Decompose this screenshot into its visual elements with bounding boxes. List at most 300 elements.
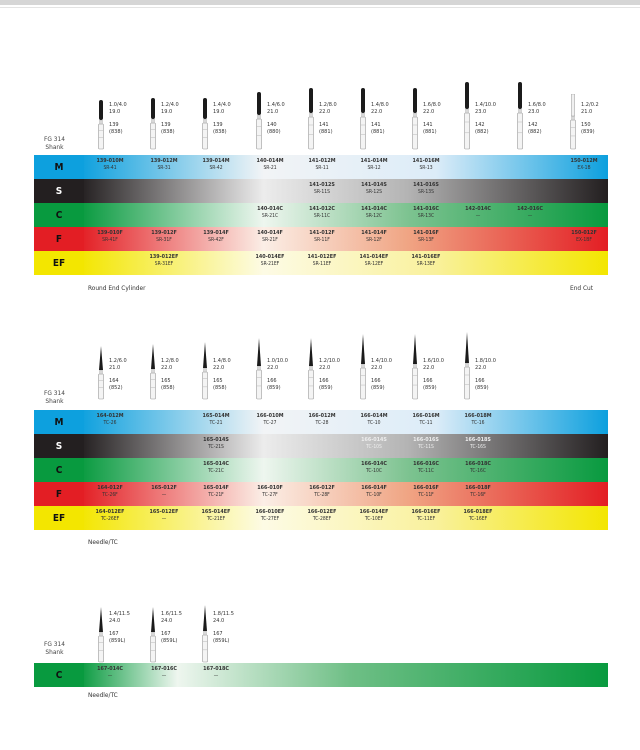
product-code-sub: SR-13F xyxy=(418,237,434,243)
bur-spec xyxy=(475,358,496,392)
product-code-sub: SR-13S xyxy=(418,189,434,195)
bur-spec xyxy=(267,102,285,136)
bur-icon-svg xyxy=(358,88,368,150)
bur-number: 142 xyxy=(528,122,538,128)
product-code-sub: TC-26F xyxy=(102,492,118,498)
bur-icon-svg xyxy=(462,82,472,150)
bur-dims: 1.6/10.0 xyxy=(423,358,444,364)
product-code-sub: SR-42F xyxy=(208,237,224,243)
bur-icon-svg xyxy=(410,334,420,400)
product-code-sub: TC-10 xyxy=(367,420,381,426)
section-caption-right: End Cut xyxy=(570,284,594,292)
bur-number: 164 xyxy=(109,378,119,384)
bur-length: 22.0 xyxy=(423,109,435,115)
product-code-sub: TC-10EF xyxy=(364,516,384,522)
grade-label: M xyxy=(34,155,84,179)
bur-dims: 1.4/10.0 xyxy=(475,102,496,108)
product-code-sub: EX-1B xyxy=(577,165,591,171)
bur-number: 166 xyxy=(423,378,433,384)
product-code-sub: TC-16C xyxy=(469,468,487,474)
product-code: 140-014F SR-21F xyxy=(240,230,300,244)
product-code-sub: SR-12F xyxy=(366,237,382,243)
fg-shank-label xyxy=(44,641,65,656)
product-code: 166-014EF TC-10EF xyxy=(344,509,404,523)
bur-ref: (838) xyxy=(161,129,175,135)
bur-length: 19.0 xyxy=(213,109,225,115)
product-code: 167-018C — xyxy=(186,666,246,680)
product-code-sub: TC-16F xyxy=(470,492,486,498)
bur-ref: (880) xyxy=(267,129,281,135)
product-code: 166-014C TC-10C xyxy=(344,461,404,475)
product-code: 141-014EF SR-12EF xyxy=(344,254,404,268)
product-code: 141-012C SR-11C xyxy=(292,206,352,220)
product-code-sub: SR-21 xyxy=(263,165,277,171)
bur-length: 22.0 xyxy=(475,365,487,371)
bur-ref: (859L) xyxy=(213,638,230,644)
shank-label: Shank xyxy=(45,647,64,656)
grade-label: EF xyxy=(34,251,84,275)
product-code-sub: SR-11EF xyxy=(312,261,332,267)
bur-icon-svg xyxy=(462,332,472,400)
product-code: 165-012F — xyxy=(134,485,194,499)
product-code-sub: TC-11EF xyxy=(416,516,436,522)
product-code: 166-018EF TC-16EF xyxy=(448,509,508,523)
product-code: 141-016M SR-13 xyxy=(396,158,456,172)
bur-dims: 1.4/11.5 xyxy=(109,611,130,617)
bur-spec xyxy=(581,102,599,136)
product-code: 166-012F TC-28F xyxy=(292,485,352,499)
bur-length: 24.0 xyxy=(109,618,121,624)
product-code: 141-012S SR-11S xyxy=(292,182,352,196)
product-code-sub: TC-28EF xyxy=(312,516,332,522)
product-code: 139-012EF SR-31EF xyxy=(134,254,194,268)
bur-icon xyxy=(462,332,472,404)
bur-dims: 1.2/0.2 xyxy=(581,102,599,108)
bur-dims: 1.4/8.0 xyxy=(371,102,389,108)
grade-label: S xyxy=(34,179,84,203)
bur-spec xyxy=(213,102,231,136)
product-code-sub: — xyxy=(527,213,533,219)
product-code-sub: SR-13C xyxy=(417,213,435,219)
bur-dims: 1.4/8.0 xyxy=(213,358,231,364)
grade-row-c xyxy=(34,663,608,687)
bur-number: 139 xyxy=(109,122,119,128)
bur-ref: (859) xyxy=(319,385,333,391)
product-code: 139-012F SR-31F xyxy=(134,230,194,244)
bur-icon xyxy=(306,338,316,404)
bur-icon-svg xyxy=(148,607,158,663)
product-code: 166-010EF TC-27EF xyxy=(240,509,300,523)
product-code-sub: SR-12S xyxy=(366,189,382,195)
product-code-sub: SR-21EF xyxy=(260,261,280,267)
product-code: 164-012EF TC-26EF xyxy=(80,509,140,523)
product-code-sub: TC-11 xyxy=(419,420,433,426)
product-code-sub: SR-42 xyxy=(209,165,223,171)
bur-icon-svg xyxy=(410,88,420,150)
fg-shank-label xyxy=(44,136,65,151)
bur-number: 139 xyxy=(161,122,171,128)
product-code: 166-018M TC-16 xyxy=(448,413,508,427)
grade-row-f xyxy=(34,482,608,506)
bur-icon xyxy=(462,82,472,154)
bur-icon xyxy=(96,100,106,154)
product-code: 139-014M SR-42 xyxy=(186,158,246,172)
product-code-sub: TC-16EF xyxy=(468,516,488,522)
bur-length: 21.0 xyxy=(109,365,121,371)
product-code: 141-016EF SR-13EF xyxy=(396,254,456,268)
bur-ref: (858) xyxy=(213,385,227,391)
bur-icon xyxy=(254,92,264,154)
grade-label: S xyxy=(34,434,84,458)
product-code-sub: SR-31F xyxy=(156,237,172,243)
bur-icon-svg xyxy=(148,344,158,400)
bur-length: 21.0 xyxy=(267,109,279,115)
product-code-sub: TC-26 xyxy=(103,420,117,426)
bur-dims: 1.2/4.0 xyxy=(161,102,179,108)
bur-dims: 1.6/11.5 xyxy=(161,611,182,617)
bur-ref: (859L) xyxy=(161,638,178,644)
bur-length: 22.0 xyxy=(423,365,435,371)
bur-icon-svg xyxy=(306,338,316,400)
bur-ref: (838) xyxy=(213,129,227,135)
product-code: 141-012M SR-11 xyxy=(292,158,352,172)
product-code: 140-014M SR-21 xyxy=(240,158,300,172)
section-caption: Needle/TC xyxy=(88,538,118,546)
bur-number: 140 xyxy=(267,122,277,128)
bur-icon xyxy=(96,346,106,404)
bur-ref: (858) xyxy=(161,385,175,391)
bur-dims: 1.2/10.0 xyxy=(319,358,340,364)
bur-spec xyxy=(161,102,179,136)
bur-number: 142 xyxy=(475,122,485,128)
product-code: 166-016F TC-11F xyxy=(396,485,456,499)
product-code: 140-014C SR-21C xyxy=(240,206,300,220)
bur-spec xyxy=(109,102,127,136)
product-code-sub: TC-27F xyxy=(262,492,278,498)
product-code: 164-012M TC-26 xyxy=(80,413,140,427)
bur-icon xyxy=(200,98,210,154)
bur-ref: (881) xyxy=(423,129,437,135)
product-code: 140-014EF SR-21EF xyxy=(240,254,300,268)
product-code: 139-010M SR-41 xyxy=(80,158,140,172)
bur-length: 22.0 xyxy=(371,365,383,371)
bur-length: 22.0 xyxy=(213,365,225,371)
top-rule xyxy=(0,0,640,5)
section-needle-tc-long xyxy=(0,605,640,725)
product-code-sub: SR-21C xyxy=(261,213,279,219)
product-code: 141-012F SR-11F xyxy=(292,230,352,244)
product-code: 166-016S TC-11S xyxy=(396,437,456,451)
bur-ref: (881) xyxy=(319,129,333,135)
bur-ref: (882) xyxy=(528,129,542,135)
bur-length: 22.0 xyxy=(161,365,173,371)
bur-icon-svg xyxy=(254,338,264,400)
bur-length: 24.0 xyxy=(213,618,225,624)
product-code: 166-012M TC-28 xyxy=(292,413,352,427)
product-code: 167-014C — xyxy=(80,666,140,680)
product-code: 166-014S TC-10S xyxy=(344,437,404,451)
shank-label: Shank xyxy=(45,396,64,405)
bur-dims: 1.6/8.0 xyxy=(423,102,441,108)
bur-number: 166 xyxy=(319,378,329,384)
bur-spec xyxy=(319,102,337,136)
product-code: 164-012F TC-26F xyxy=(80,485,140,499)
product-code-sub: SR-31EF xyxy=(154,261,174,267)
grade-row-s xyxy=(34,434,608,458)
bur-icon-svg xyxy=(96,607,106,663)
bur-number: 141 xyxy=(371,122,381,128)
bur-dims: 1.0/4.0 xyxy=(109,102,127,108)
bur-number: 167 xyxy=(213,631,223,637)
bur-number: 167 xyxy=(161,631,171,637)
product-code: 139-014F SR-42F xyxy=(186,230,246,244)
product-code-sub: — xyxy=(161,673,167,679)
product-code-sub: TC-11F xyxy=(418,492,434,498)
bur-spec xyxy=(371,102,389,136)
bur-dims: 1.2/8.0 xyxy=(319,102,337,108)
bur-spec xyxy=(213,358,231,392)
bur-icon-svg xyxy=(254,92,264,150)
bur-length: 19.0 xyxy=(161,109,173,115)
product-code: 166-010M TC-27 xyxy=(240,413,300,427)
bur-icon-svg xyxy=(96,346,106,400)
grade-row-s xyxy=(34,179,608,203)
bur-length: 21.0 xyxy=(581,109,593,115)
product-code-sub: — xyxy=(161,492,167,498)
bur-number: 141 xyxy=(423,122,433,128)
shank-label: Shank xyxy=(45,142,64,151)
fg-label: FG 314 xyxy=(44,135,65,143)
section-needle-tc xyxy=(0,330,640,550)
bur-dims: 1.4/6.0 xyxy=(267,102,285,108)
bur-icon-svg xyxy=(306,88,316,150)
bur-length: 19.0 xyxy=(109,109,121,115)
product-code: 166-016EF TC-11EF xyxy=(396,509,456,523)
grade-label: F xyxy=(34,227,84,251)
product-code: 165-014EF TC-21EF xyxy=(186,509,246,523)
product-code-sub: — xyxy=(161,516,167,522)
product-code-sub: SR-41F xyxy=(102,237,118,243)
grade-row-m xyxy=(34,410,608,434)
bur-icon xyxy=(96,607,106,667)
product-code: 139-012M SR-31 xyxy=(134,158,194,172)
product-code-sub: TC-11C xyxy=(417,468,435,474)
product-code: 165-012EF — xyxy=(134,509,194,523)
product-code: 142-016C — xyxy=(500,206,560,220)
bur-spec xyxy=(213,611,234,645)
bur-dims: 1.8/11.5 xyxy=(213,611,234,617)
bur-ref: (859) xyxy=(475,385,489,391)
bur-icon xyxy=(148,607,158,667)
bur-icon xyxy=(200,605,210,667)
bur-icon-svg xyxy=(200,605,210,663)
product-code: 139-010F SR-41F xyxy=(80,230,140,244)
bur-icon xyxy=(568,94,578,154)
bur-number: 166 xyxy=(371,378,381,384)
product-code: 166-012EF TC-28EF xyxy=(292,509,352,523)
product-code: 141-012EF SR-11EF xyxy=(292,254,352,268)
product-code: 165-014F TC-21F xyxy=(186,485,246,499)
bur-ref: (839) xyxy=(581,129,595,135)
product-code-sub: EX-1BF xyxy=(576,237,592,243)
product-code: 150-012M EX-1B xyxy=(554,158,614,172)
product-code: 166-014M TC-10 xyxy=(344,413,404,427)
bur-ref: (859) xyxy=(423,385,437,391)
grade-label: M xyxy=(34,410,84,434)
product-code: 166-018F TC-16F xyxy=(448,485,508,499)
bur-icon xyxy=(148,344,158,404)
product-code: 165-014M TC-21 xyxy=(186,413,246,427)
product-code: 165-014C TC-21C xyxy=(186,461,246,475)
bur-dims: 1.6/8.0 xyxy=(528,102,546,108)
product-code-sub: TC-21C xyxy=(207,468,225,474)
grade-label: C xyxy=(34,458,84,482)
product-code-sub: TC-10F xyxy=(366,492,382,498)
product-code-sub: SR-11 xyxy=(315,165,329,171)
bur-icon xyxy=(410,334,420,404)
bur-spec xyxy=(528,102,546,136)
bur-spec xyxy=(423,358,444,392)
bur-spec xyxy=(109,358,127,392)
fg-label: FG 314 xyxy=(44,389,65,397)
bur-number: 165 xyxy=(161,378,171,384)
top-rule-thin xyxy=(0,7,640,8)
bur-spec xyxy=(475,102,496,136)
bur-spec xyxy=(423,102,441,136)
bur-spec xyxy=(161,611,182,645)
product-code-sub: SR-12C xyxy=(365,213,383,219)
product-code-sub: TC-10C xyxy=(365,468,383,474)
product-code: 167-016C — xyxy=(134,666,194,680)
product-code-sub: TC-21S xyxy=(208,444,224,450)
product-code-sub: TC-10S xyxy=(366,444,382,450)
product-code: 141-016C SR-13C xyxy=(396,206,456,220)
bur-number: 141 xyxy=(319,122,329,128)
section-caption: Needle/TC xyxy=(88,691,118,699)
product-code-sub: — xyxy=(475,213,481,219)
product-code-sub: TC-28 xyxy=(315,420,329,426)
bur-icon xyxy=(410,88,420,154)
product-code: 150-012F EX-1BF xyxy=(554,230,614,244)
product-code-sub: TC-26EF xyxy=(100,516,120,522)
product-code-sub: TC-16 xyxy=(471,420,485,426)
product-code: 166-018S TC-16S xyxy=(448,437,508,451)
bur-length: 22.0 xyxy=(319,109,331,115)
bur-icon-svg xyxy=(568,94,578,150)
product-code: 141-016S SR-13S xyxy=(396,182,456,196)
bur-icon-svg xyxy=(515,82,525,150)
bur-length: 24.0 xyxy=(161,618,173,624)
bur-length: 22.0 xyxy=(319,365,331,371)
product-code: 166-010F TC-27F xyxy=(240,485,300,499)
product-code-sub: SR-11F xyxy=(314,237,330,243)
bur-ref: (859L) xyxy=(109,638,126,644)
product-code-sub: SR-13EF xyxy=(416,261,436,267)
product-code-sub: SR-13 xyxy=(419,165,433,171)
product-code-sub: TC-16S xyxy=(470,444,486,450)
product-code-sub: SR-12 xyxy=(367,165,381,171)
bur-number: 165 xyxy=(213,378,223,384)
product-code-sub: TC-11S xyxy=(418,444,434,450)
fg-label: FG 314 xyxy=(44,640,65,648)
bur-icon-svg xyxy=(96,100,106,150)
bur-length: 23.0 xyxy=(528,109,540,115)
grade-row-c xyxy=(34,458,608,482)
fg-shank-label xyxy=(44,390,65,405)
grade-label: C xyxy=(34,663,84,687)
product-code-sub: TC-27EF xyxy=(260,516,280,522)
product-code: 141-014M SR-12 xyxy=(344,158,404,172)
grade-label: C xyxy=(34,203,84,227)
bur-dims: 1.2/8.0 xyxy=(161,358,179,364)
bur-icon xyxy=(515,82,525,154)
bur-number: 166 xyxy=(267,378,277,384)
grade-row-f xyxy=(34,227,608,251)
product-code: 166-014F TC-10F xyxy=(344,485,404,499)
bur-spec xyxy=(371,358,392,392)
bur-icon xyxy=(358,88,368,154)
bur-ref: (859) xyxy=(371,385,385,391)
bur-icon xyxy=(254,338,264,404)
product-code-sub: SR-31 xyxy=(157,165,171,171)
bur-icon xyxy=(148,98,158,154)
product-code: 141-014S SR-12S xyxy=(344,182,404,196)
product-code: 141-014C SR-12C xyxy=(344,206,404,220)
grade-row-ef xyxy=(34,506,608,530)
bur-icon-svg xyxy=(358,334,368,400)
product-code: 166-016C TC-11C xyxy=(396,461,456,475)
grade-label: F xyxy=(34,482,84,506)
section-caption: Round End Cylinder xyxy=(88,284,146,292)
bur-icon xyxy=(306,88,316,154)
product-code: 166-016M TC-11 xyxy=(396,413,456,427)
product-code-sub: — xyxy=(107,673,113,679)
bur-ref: (859) xyxy=(267,385,281,391)
bur-dims: 1.4/4.0 xyxy=(213,102,231,108)
product-code-sub: SR-21F xyxy=(262,237,278,243)
product-code: 165-014S TC-21S xyxy=(186,437,246,451)
bur-dims: 1.8/10.0 xyxy=(475,358,496,364)
section-round-end-cylinder xyxy=(0,80,640,300)
grade-row-c xyxy=(34,203,608,227)
bur-length: 22.0 xyxy=(371,109,383,115)
bur-spec xyxy=(109,611,130,645)
bur-icon-svg xyxy=(200,98,210,150)
bur-spec xyxy=(267,358,288,392)
bur-dims: 1.4/10.0 xyxy=(371,358,392,364)
product-code-sub: TC-21 xyxy=(209,420,223,426)
bur-icon-svg xyxy=(200,342,210,400)
bur-number: 167 xyxy=(109,631,119,637)
bur-dims: 1.0/10.0 xyxy=(267,358,288,364)
bur-number: 150 xyxy=(581,122,591,128)
product-code: 141-016F SR-13F xyxy=(396,230,456,244)
product-code: 142-014C — xyxy=(448,206,508,220)
product-code-sub: TC-28F xyxy=(314,492,330,498)
bur-length: 22.0 xyxy=(267,365,279,371)
bur-ref: (838) xyxy=(109,129,123,135)
product-code-sub: TC-21EF xyxy=(206,516,226,522)
product-code-sub: TC-27 xyxy=(263,420,277,426)
grade-row-m xyxy=(34,155,608,179)
product-code-sub: SR-41 xyxy=(103,165,117,171)
bur-length: 23.0 xyxy=(475,109,487,115)
bur-icon-svg xyxy=(148,98,158,150)
bur-number: 139 xyxy=(213,122,223,128)
product-code: 141-014F SR-12F xyxy=(344,230,404,244)
bur-ref: (882) xyxy=(475,129,489,135)
grade-row-ef xyxy=(34,251,608,275)
